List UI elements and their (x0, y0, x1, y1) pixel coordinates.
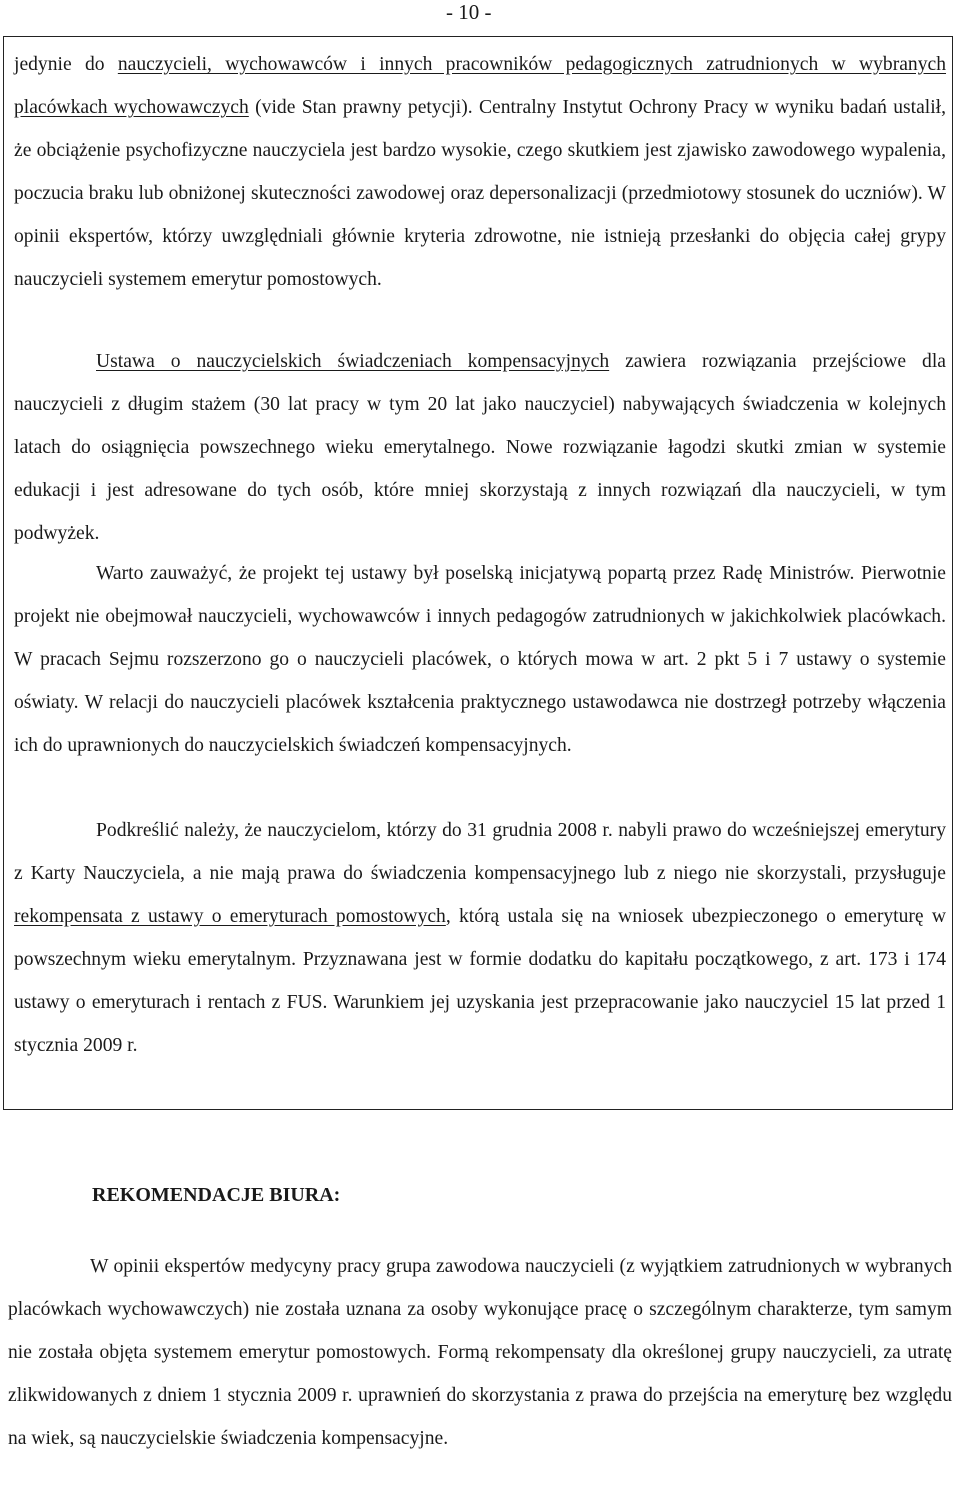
paragraph-1 (14, 43, 946, 301)
paragraph-4-lead: Podkreślić należy, że nauczycielom, którzy do 31 grudnia 2008 r. nabyli prawo do wcześniejszej emerytury z Karty Nauczyciela, a nie mają prawa do świadczenia kompensacyjnego lub z niego nie skorzystali, przysługuje (14, 820, 946, 884)
paragraph-1-body: (vide Stan prawny petycji). Centralny Instytut Ochrony Pracy w wyniku badań ustalił, że obciążenie psychofizyczne nauczyciela jest bardzo wysokie, czego skutkiem jest zjawisko zawodowego wypalenia, poczucia braku lub obniżonej skuteczności zawodowej oraz depersonalizacji (przedmiotowy stosunek do uczniów). W opinii ekspertów, którzy uwzględniali głównie kryteria zdrowotne, nie istnieją przesłanki do objęcia całej grypy nauczycieli systemem emerytur pomostowych. (14, 97, 946, 290)
paragraph-2-body: zawiera rozwiązania przejściowe dla nauczycieli z długim stażem (30 lat pracy w tym 20 lat jako nauczyciel) nabywających świadczenia w kolejnych latach do osiągnięcia powszechnego wieku emerytalnego. Nowe rozwiązanie łagodzi skutki zmian w systemie edukacji i jest adresowane do tych osób, które mniej skorzystają z innych rozwiązań dla nauczycieli, w tym podwyżek. (14, 351, 946, 544)
paragraph-1-lead: jedynie do (14, 54, 118, 75)
recommendations-heading: REKOMENDACJE BIURA: (92, 1184, 341, 1206)
recommendations-body: W opinii ekspertów medycyny pracy grupa zawodowa nauczycieli (z wyjątkiem zatrudnionych w wybranych placówkach wychowawczych) nie została uznana za osoby wykonujące pracę o szczególnym charakterze, tym samym nie została objęta systemem emerytur pomostowych. Formą rekompensaty dla określonej grupy nauczycieli, za utratę zlikwidowanych z dniem 1 stycznia 2009 r. uprawnień do skorzystania z prawa do przejścia na emeryturę bez względu na wiek, są nauczycielskie świadczenia kompensacyjne. (8, 1256, 952, 1449)
paragraph-3: Warto zauważyć, że projekt tej ustawy był poselską inicjatywą popartą przez Radę Ministrów. Pierwotnie projekt nie obejmował nauczycieli, wychowawców i innych pedagogów zatrudnionych w jakichkolwiek placówkach. W pracach Sejmu rozszerzono go o nauczycieli placówek, o których mowa w art. 2 pkt 5 i 7 ustawy o systemie oświaty. W relacji do nauczycieli placówek kształcenia praktycznego ustawodawca nie dostrzegł potrzeby włączenia ich do uprawnionych do nauczycielskich świadczeń kompensacyjnych. (14, 563, 946, 756)
petition-summary-box (3, 36, 953, 1110)
bridging-pensions-reference: rekompensata z ustawy o emeryturach pomostowych (14, 906, 446, 927)
paragraph-2 (14, 340, 946, 555)
teachers-scope-reference: nauczycieli, wychowawców i innych pracowników pedagogicznych zatrudnionych w wybranych placówkach wychowawczych (14, 54, 947, 118)
page-number: - 10 - (446, 0, 492, 24)
compensation-act-reference: Ustawa o nauczycielskich świadczeniach kompensacyjnych (96, 351, 610, 372)
paragraph-4 (14, 809, 946, 1067)
paragraph-4-body: , którą ustala się na wniosek ubezpieczonego o emeryturę w powszechnym wieku emerytalnym. Przyznawana jest w formie dodatku do kapitału początkowego, z art. 173 i 174 ustawy o emeryturach i rentach z FUS. Warunkiem jej uzyskania jest przepracowanie jako nauczyciel 15 lat przed 1 stycznia 2009 r. (14, 906, 947, 1056)
